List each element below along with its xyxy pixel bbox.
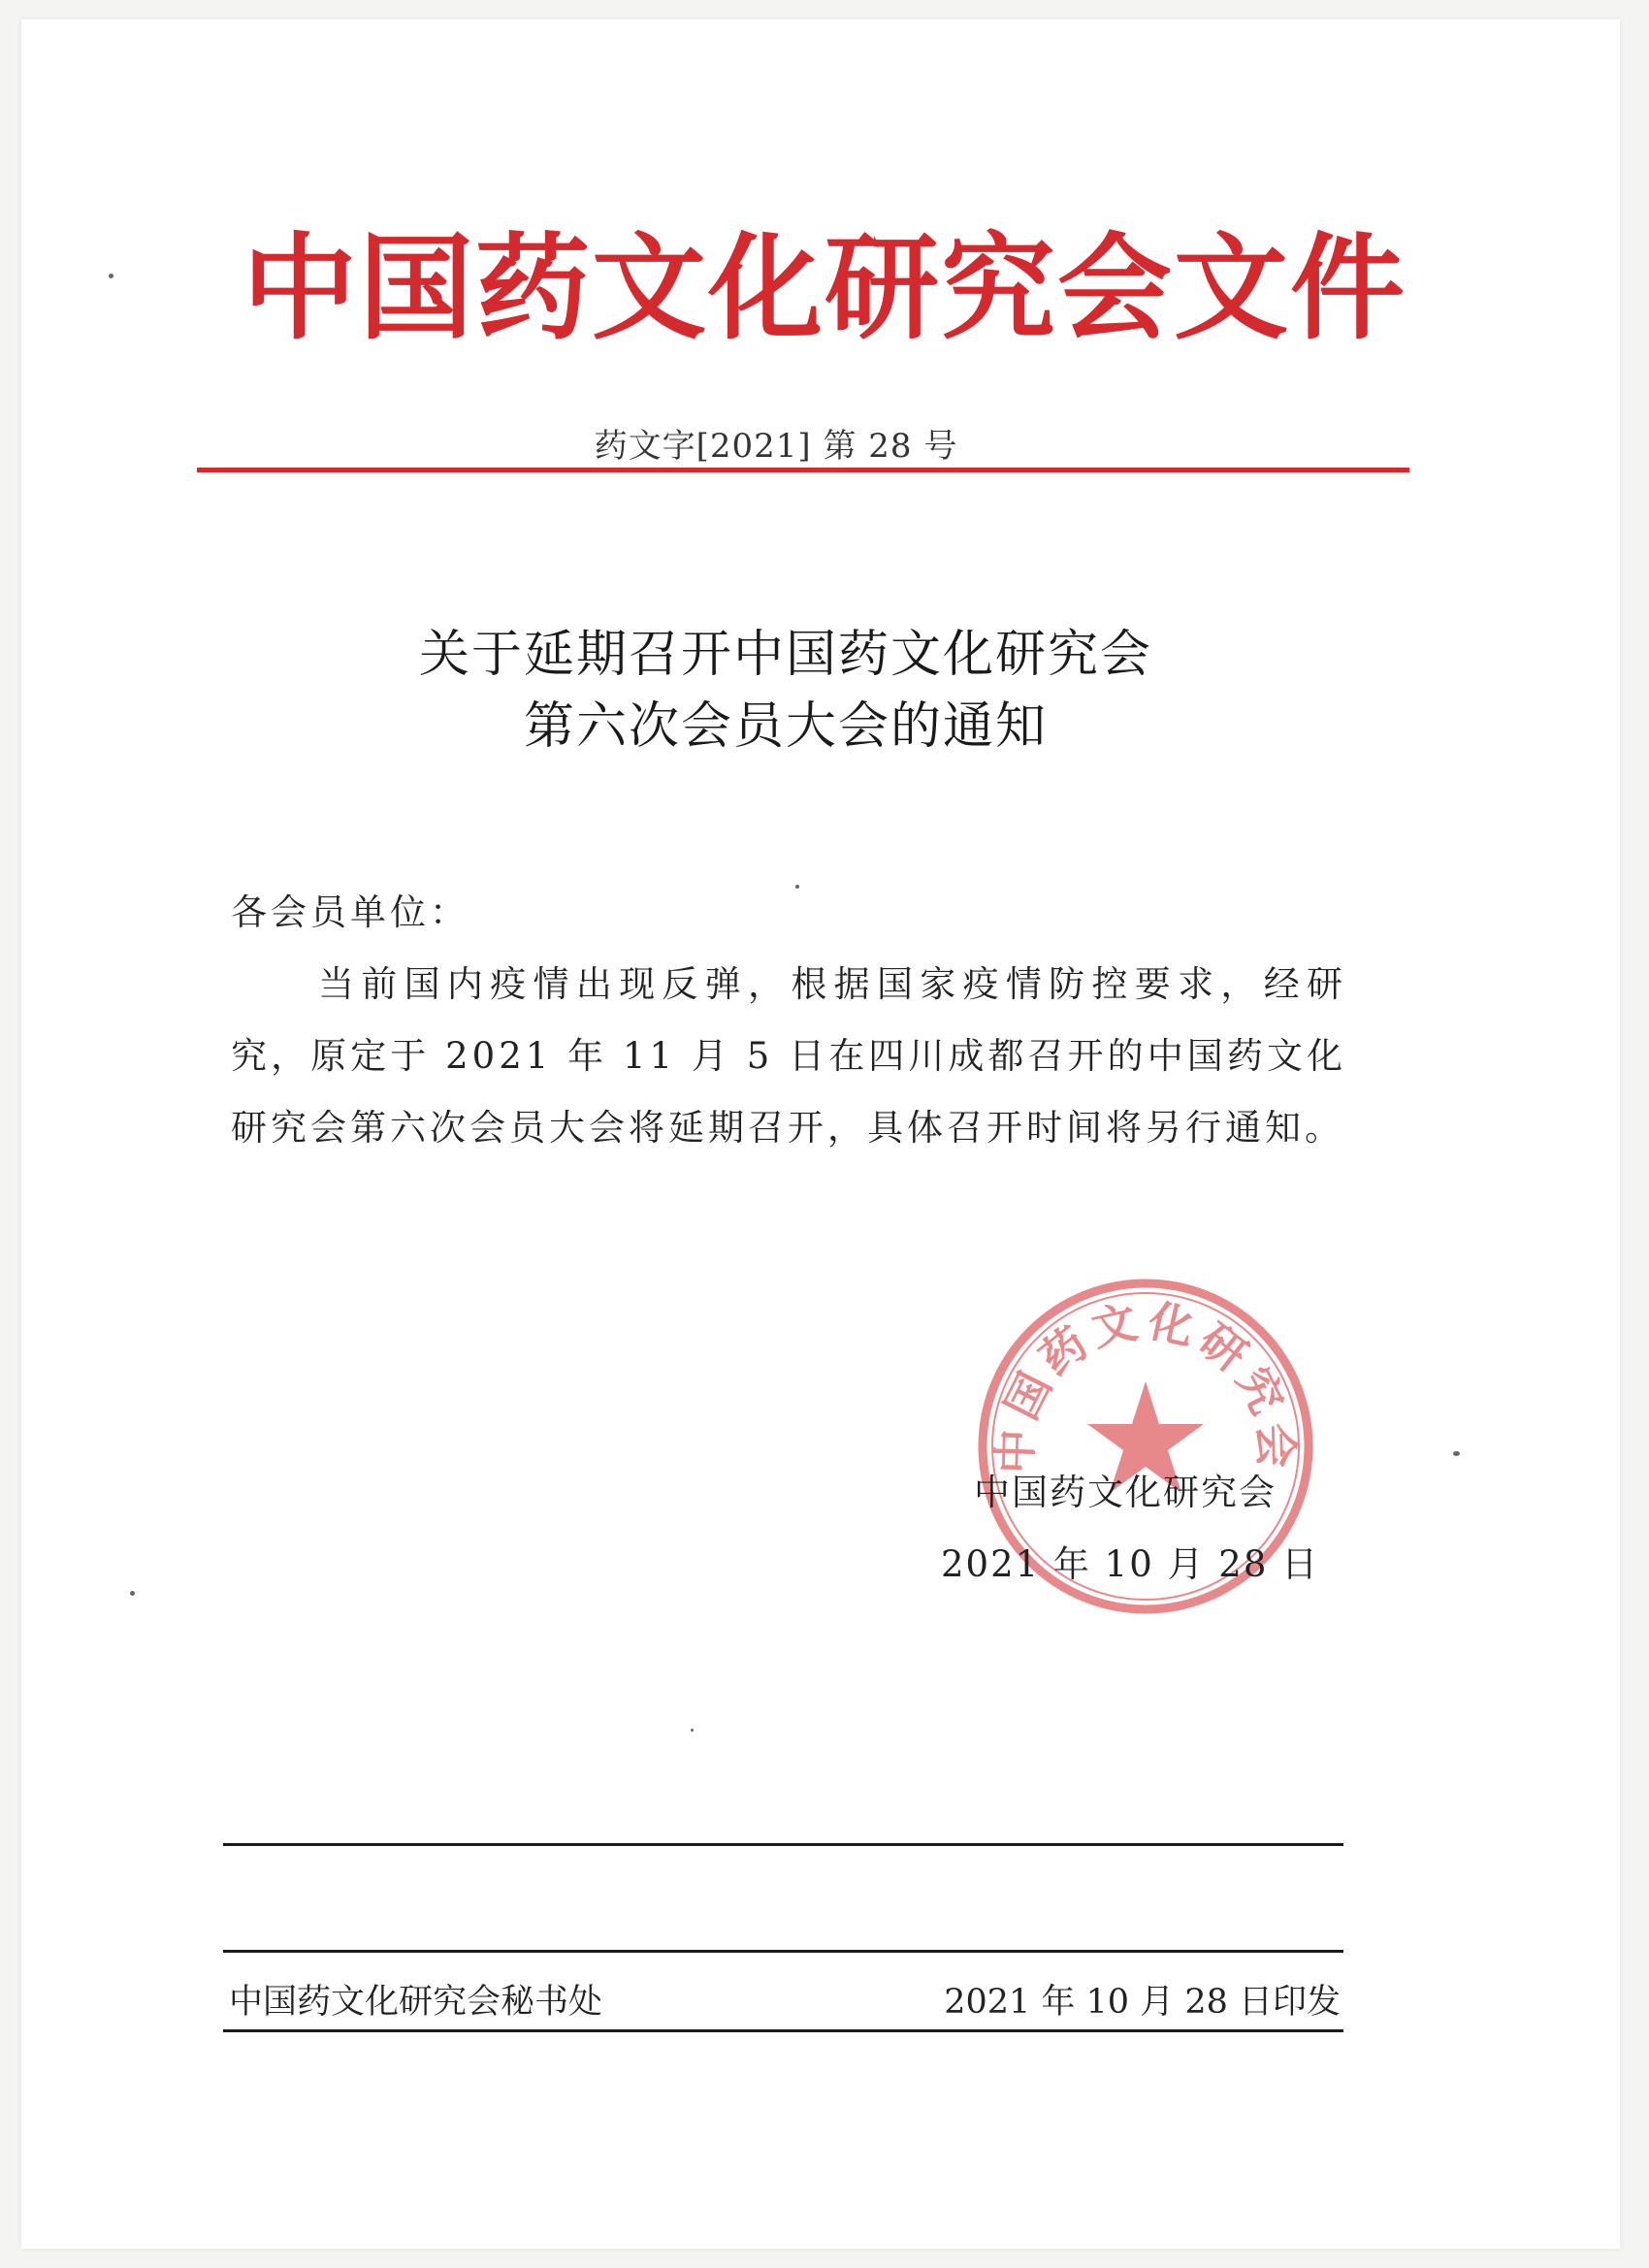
footer-divider-top xyxy=(223,1843,1343,1846)
scan-speck xyxy=(795,885,799,889)
svg-text:中国药文化研究会: 中国药文化研究会 xyxy=(988,1293,1303,1474)
scan-speck xyxy=(691,1729,694,1732)
signature-block xyxy=(941,1457,1320,1601)
document-number: 药文字[2021] 第 28 号 xyxy=(594,427,958,466)
notice-paragraph: 当前国内疫情出现反弹，根据国家疫情防控要求，经研究，原定于 2021 年 11 月 5 日在四川成都召开的中国药文化研究会第六次会员大会将延期召开，具体召开时间将另行通知。 xyxy=(231,963,1346,1149)
document-header-title: 中国药文化研究会文件 xyxy=(242,221,1406,355)
footer-divider-bottom xyxy=(223,2029,1343,2032)
header-divider xyxy=(197,468,1409,472)
notice-title xyxy=(0,619,1571,762)
scan-speck xyxy=(130,1591,135,1596)
footer-issuer: 中国药文化研究会秘书处 xyxy=(229,1983,603,2022)
footer-print-date: 2021 年 10 月 28 日印发 xyxy=(944,1983,1341,2022)
notice-title-line1: 关于延期召开中国药文化研究会 xyxy=(418,626,1152,684)
scan-speck xyxy=(1453,1451,1460,1456)
salutation: 各会员单位： xyxy=(231,891,469,933)
footer-divider-middle xyxy=(223,1950,1343,1953)
scan-speck xyxy=(109,274,113,278)
notice-body xyxy=(231,877,1346,1164)
signature-date: 2021 年 10 月 28 日 xyxy=(941,1543,1320,1585)
notice-title-line2: 第六次会员大会的通知 xyxy=(523,697,1048,756)
signature-organization: 中国药文化研究会 xyxy=(974,1472,1277,1513)
